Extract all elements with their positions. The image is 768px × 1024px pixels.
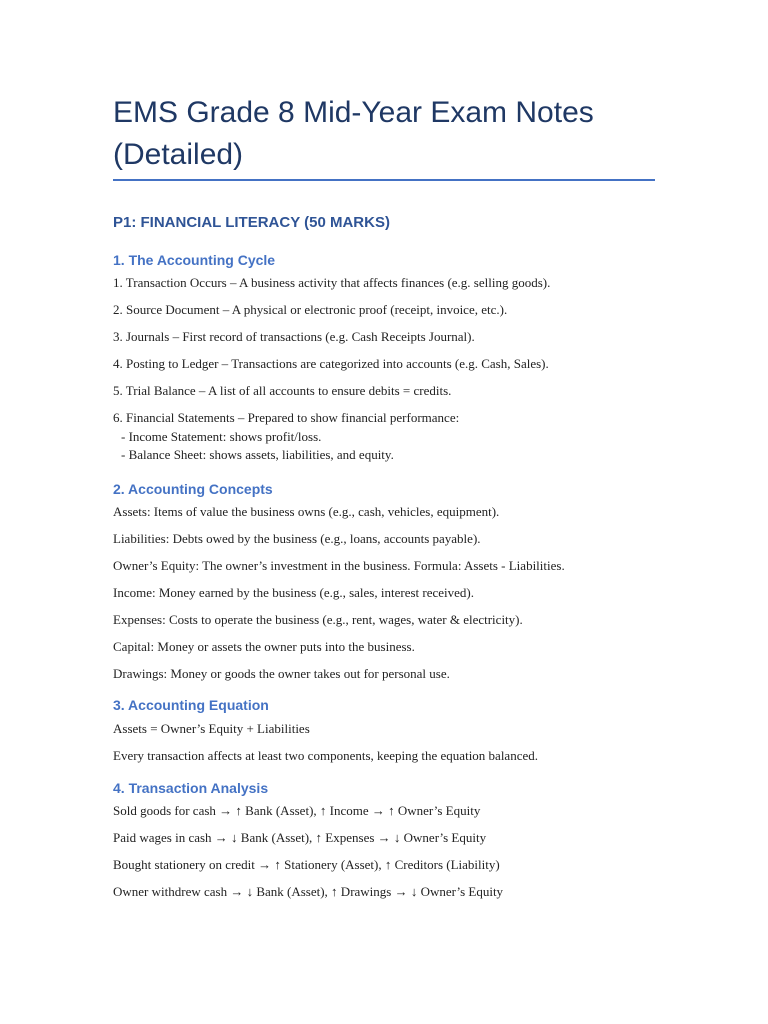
section-heading-p1: P1: FINANCIAL LITERACY (50 MARKS)	[113, 214, 390, 231]
cycle-sub-item	[113, 428, 394, 464]
equation-item: Assets = Owner’s Equity + Liabilities	[113, 721, 310, 736]
cycle-item: 6. Financial Statements – Prepared to show financial performance:	[113, 410, 460, 425]
concept-item: Liabilities: Debts owed by the business (e.g., loans, accounts payable).	[113, 531, 481, 546]
title-divider	[113, 179, 655, 181]
concept-item: Capital: Money or assets the owner puts into the business.	[113, 639, 415, 654]
heading-transaction-analysis: 4. Transaction Analysis	[113, 780, 269, 796]
concept-item: Income: Money earned by the business (e.g., sales, interest received).	[113, 585, 474, 600]
transaction-item: Bought stationery on credit → ↑ Stationery (Asset), ↑ Creditors (Liability)	[113, 857, 500, 872]
cycle-sub-item-balance-sheet: - Balance Sheet: shows assets, liabilities, and equity.	[121, 447, 394, 462]
cycle-sub-item-income-statement: - Income Statement: shows profit/loss.	[121, 429, 322, 444]
cycle-item: 3. Journals – First record of transactions (e.g. Cash Receipts Journal).	[113, 329, 475, 344]
cycle-item: 4. Posting to Ledger – Transactions are categorized into accounts (e.g. Cash, Sales).	[113, 356, 549, 371]
concept-item: Drawings: Money or goods the owner takes out for personal use.	[113, 666, 450, 681]
concept-item: Assets: Items of value the business owns (e.g., cash, vehicles, equipment).	[113, 504, 500, 519]
cycle-item: 1. Transaction Occurs – A business activity that affects finances (e.g. selling goods).	[113, 275, 551, 290]
heading-accounting-cycle: 1. The Accounting Cycle	[113, 252, 276, 268]
heading-accounting-concepts: 2. Accounting Concepts	[113, 481, 273, 497]
concept-item: Expenses: Costs to operate the business (e.g., rent, wages, water & electricity).	[113, 612, 523, 627]
transaction-item: Sold goods for cash → ↑ Bank (Asset), ↑ Income → ↑ Owner’s Equity	[113, 803, 481, 818]
heading-accounting-equation: 3. Accounting Equation	[113, 697, 269, 713]
transaction-item: Owner withdrew cash → ↓ Bank (Asset), ↑ Drawings → ↓ Owner’s Equity	[113, 884, 504, 899]
cycle-item: 2. Source Document – A physical or electronic proof (receipt, invoice, etc.).	[113, 302, 508, 317]
transaction-item: Paid wages in cash → ↓ Bank (Asset), ↑ Expenses → ↓ Owner’s Equity	[113, 830, 487, 845]
equation-item: Every transaction affects at least two components, keeping the equation balanced.	[113, 748, 538, 763]
cycle-item: 5. Trial Balance – A list of all accounts to ensure debits = credits.	[113, 383, 452, 398]
document-title: EMS Grade 8 Mid-Year Exam Notes (Detailed)	[113, 96, 594, 171]
concept-item: Owner’s Equity: The owner’s investment in the business. Formula: Assets - Liabilities.	[113, 558, 565, 573]
